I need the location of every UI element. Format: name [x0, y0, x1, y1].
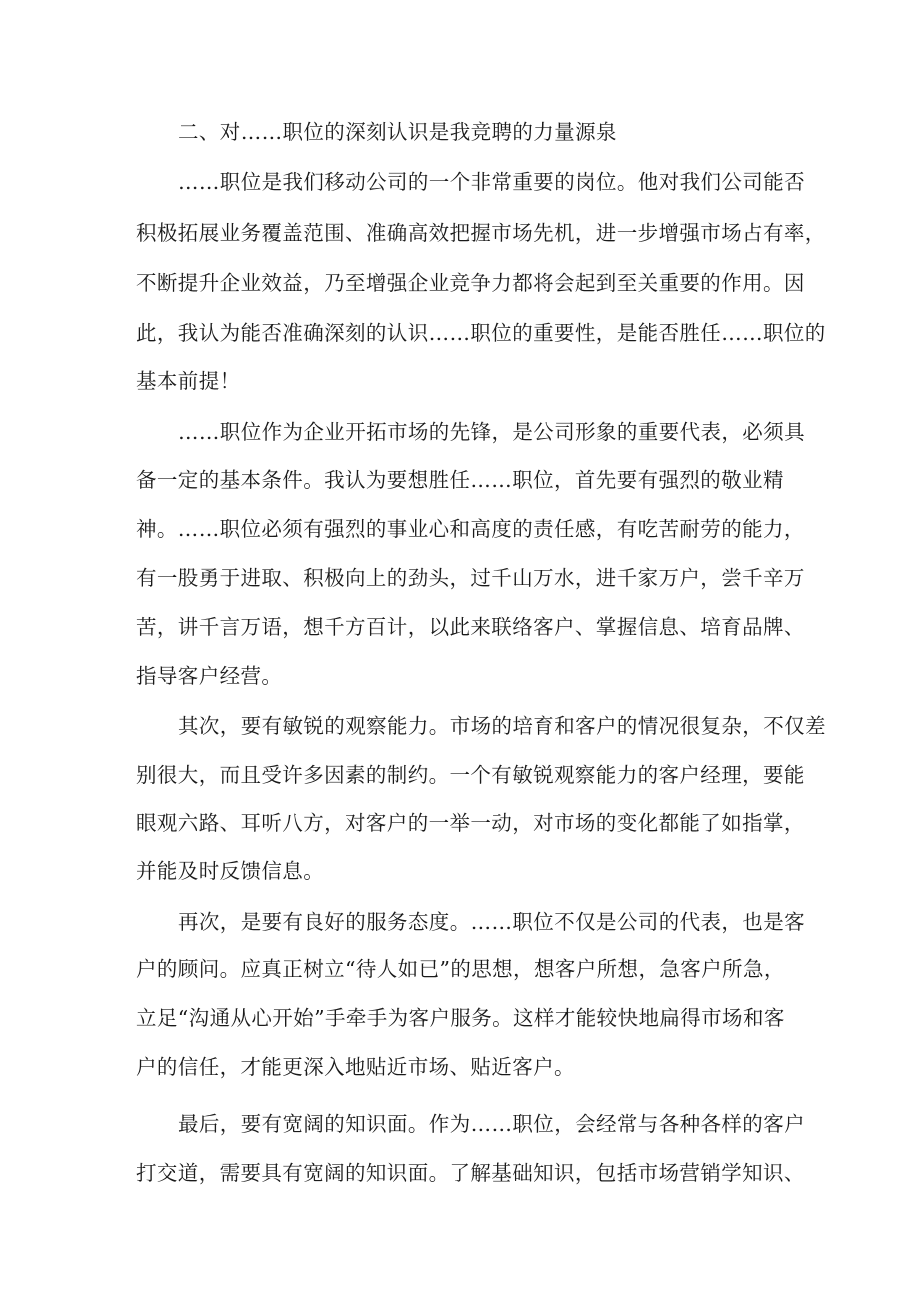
paragraph-line: 有一股勇于进取、积极向上的劲头，过千山万水，进千家万户，尝千辛万	[136, 566, 805, 590]
paragraph-line: 打交道，需要具有宽阔的知识面。了解基础知识，包括市场营销学知识、	[136, 1161, 805, 1185]
paragraph-line: 神。……职位必须有强烈的事业心和高度的责任感，有吃苦耐劳的能力，	[136, 517, 805, 541]
paragraph-line: ……职位是我们移动公司的一个非常重要的岗位。他对我们公司能否	[178, 170, 805, 194]
paragraph-line: 苦，讲千言万语，想千方百计，以此来联络客户、掌握信息、培育品牌、	[136, 615, 805, 639]
paragraph-line: 再次，是要有良好的服务态度。……职位不仅是公司的代表，也是客	[178, 910, 805, 934]
paragraph-line: 眼观六路、耳听八方，对客户的一举一动，对市场的变化都能了如指掌，	[136, 811, 805, 835]
paragraph-line: 此，我认为能否准确深刻的认识……职位的重要性，是能否胜任……职位的	[136, 321, 826, 345]
paragraph-line: 别很大，而且受许多因素的制约。一个有敏锐观察能力的客户经理，要能	[136, 763, 805, 787]
paragraph-line: 备一定的基本条件。我认为要想胜任……职位，首先要有强烈的敬业精	[136, 468, 784, 492]
paragraph-line: ……职位作为企业开拓市场的先锋，是公司形象的重要代表，必须具	[178, 420, 805, 444]
paragraph-line: 并能及时反馈信息。	[136, 859, 325, 883]
paragraph-line: 积极拓展业务覆盖范围、准确高效把握市场先机，进一步增强市场占有率，	[136, 221, 826, 245]
paragraph-line: 基本前提！	[136, 369, 241, 393]
paragraph-line: 最后，要有宽阔的知识面。作为……职位，会经常与各种各样的客户	[178, 1112, 805, 1136]
paragraph-line: 户的顾问。应真正树立“待人如已”的思想，想客户所想，急客户所急，	[136, 957, 785, 981]
paragraph-line: 指导客户经营。	[136, 664, 283, 688]
paragraph-line: 其次，要有敏锐的观察能力。市场的培育和客户的情况很复杂，不仅差	[178, 714, 826, 738]
section-heading: 二、对……职位的深刻认识是我竞聘的力量源泉	[178, 120, 617, 144]
paragraph-line: 立足“沟通从心开始”手牵手为客户服务。这样才能较快地扁得市场和客	[136, 1006, 785, 1030]
paragraph-line: 不断提升企业效益，乃至增强企业竞争力都将会起到至关重要的作用。因	[136, 271, 805, 295]
paragraph-line: 户的信任，才能更深入地贴近市场、贴近客户。	[136, 1055, 575, 1079]
